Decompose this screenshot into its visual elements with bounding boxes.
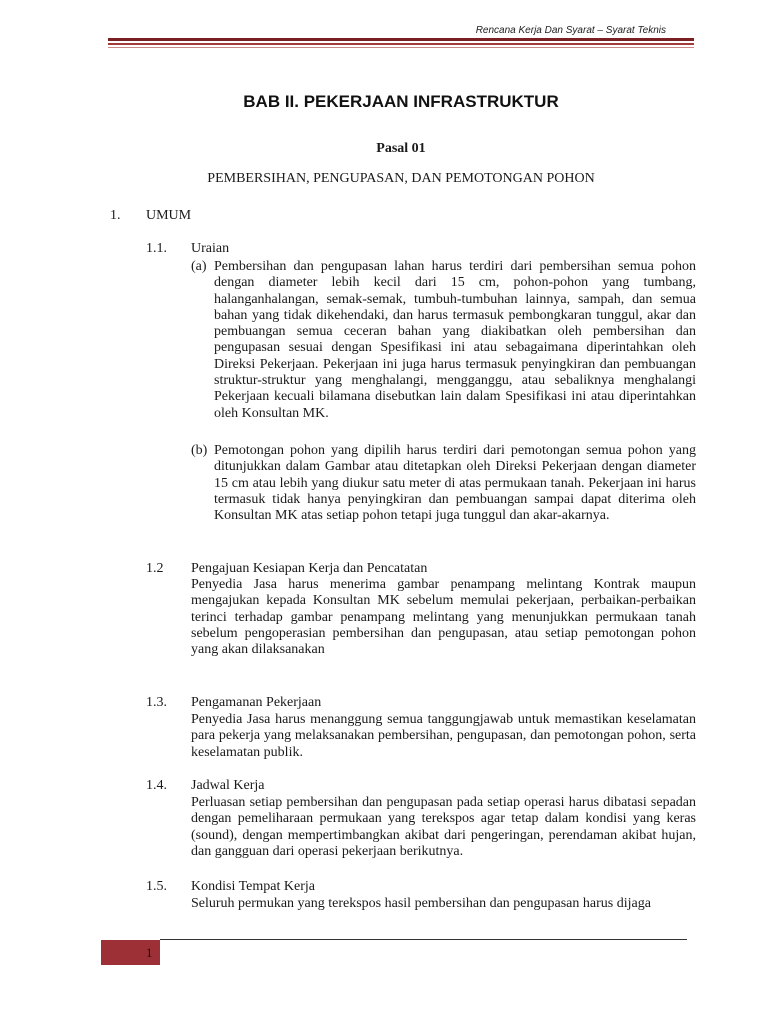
paragraph: Perluasan setiap pembersihan dan pengupasan pada setiap operasi harus dibatasi sepadan dengan pemeliharaan permukaan yang terekspos agar tetap dalam kondisi yang keras (sound), dengan mempertimbangkan akibat dari pengeringan, perendaman akibat hujan, dan gangguan dari operasi pekerjaan berikutnya.	[191, 795, 696, 859]
subsection-number: 1.5.	[146, 879, 167, 894]
paragraph: Seluruh permukan yang terekspos hasil pembersihan dan pengupasan harus dijaga	[191, 896, 651, 911]
header-rule	[108, 38, 694, 41]
footer-rule	[160, 939, 687, 940]
list-marker: (b)	[191, 443, 208, 458]
header-rule	[108, 43, 694, 45]
article-title: PEMBERSIHAN, PENGUPASAN, DAN PEMOTONGAN POHON	[207, 171, 595, 186]
subsection-number: 1.2	[146, 561, 164, 576]
subsection-title: Kondisi Tempat Kerja	[191, 879, 315, 894]
subsection-title: Pengajuan Kesiapan Kerja dan Pencatatan	[191, 561, 428, 576]
paragraph: Penyedia Jasa harus menerima gambar penampang melintang Kontrak maupun mengajukan kepada Konsultan MK sebelum memulai pekerjaan, perbaikan-perbaikan terinci terhadap gambar penampang melintang yang menunjukkan permukaan tanah sebelum pengoperasian pembersihan dan pengupasan, atau setiap pemotongan pohon yang akan dilaksanakan	[191, 577, 696, 658]
article-label: Pasal 01	[376, 141, 426, 156]
list-item-text: Pembersihan dan pengupasan lahan harus terdiri dari pembersihan semua pohon dengan diameter lebih kecil dari 15 cm, pohon-pohon yang tumbang, halanganhalangan, semak-semak, tumbuh-tumbuhan lainnya, sampah, dan semua bahan yang tidak dikehendaki, dan harus termasuk pembongkaran tunggul, akar dan pembuangan semua ceceran bahan yang diakibatkan oleh pembersihan dan pengupasan sesuai dengan Spesifikasi ini atau sebagaimana diperintahkan oleh Direksi Pekerjaan. Pekerjaan ini juga harus termasuk penyingkiran dan pembuangan struktur-struktur yang menghalangi, mengganggu, atau sebaliknya menghalangi Pekerjaan kecuali bilamana disebutkan lain dalam Spesifikasi ini atau diperintahkan oleh Konsultan MK.	[214, 259, 696, 421]
subsection-title: Pengamanan Pekerjaan	[191, 695, 322, 710]
subsection-title: Jadwal Kerja	[191, 778, 265, 793]
subsection-number: 1.1.	[146, 241, 167, 256]
list-item-text: Pemotongan pohon yang dipilih harus terdiri dari pemotongan semua pohon yang ditunjukkan dalam Gambar atau ditetapkan oleh Direksi Pekerjaan dengan diameter 15 cm atau lebih yang diukur satu meter di atas permukaan tanah. Pekerjaan ini harus termasuk tidak hanya penyingkiran dan pembuangan sampai dapat diterima oleh Konsultan MK atas setiap pohon tetapi juga tunggul dan akar-akarnya.	[214, 443, 696, 524]
chapter-title: BAB II. PEKERJAAN INFRASTRUKTUR	[243, 92, 559, 111]
header-rule	[108, 47, 694, 48]
list-marker: (a)	[191, 259, 207, 274]
running-header-title: Rencana Kerja Dan Syarat – Syarat Teknis	[475, 25, 666, 36]
section-title: UMUM	[146, 208, 192, 223]
subsection-title: Uraian	[191, 241, 230, 256]
section-number: 1.	[110, 208, 121, 223]
subsection-number: 1.3.	[146, 695, 167, 710]
subsection-number: 1.4.	[146, 778, 167, 793]
paragraph: Penyedia Jasa harus menanggung semua tanggungjawab untuk memastikan keselamatan para pekerja yang melaksanakan pembersihan, pengupasan, dan pemotongan pohon, serta keselamatan publik.	[191, 712, 696, 760]
page-number: 1	[146, 945, 153, 960]
